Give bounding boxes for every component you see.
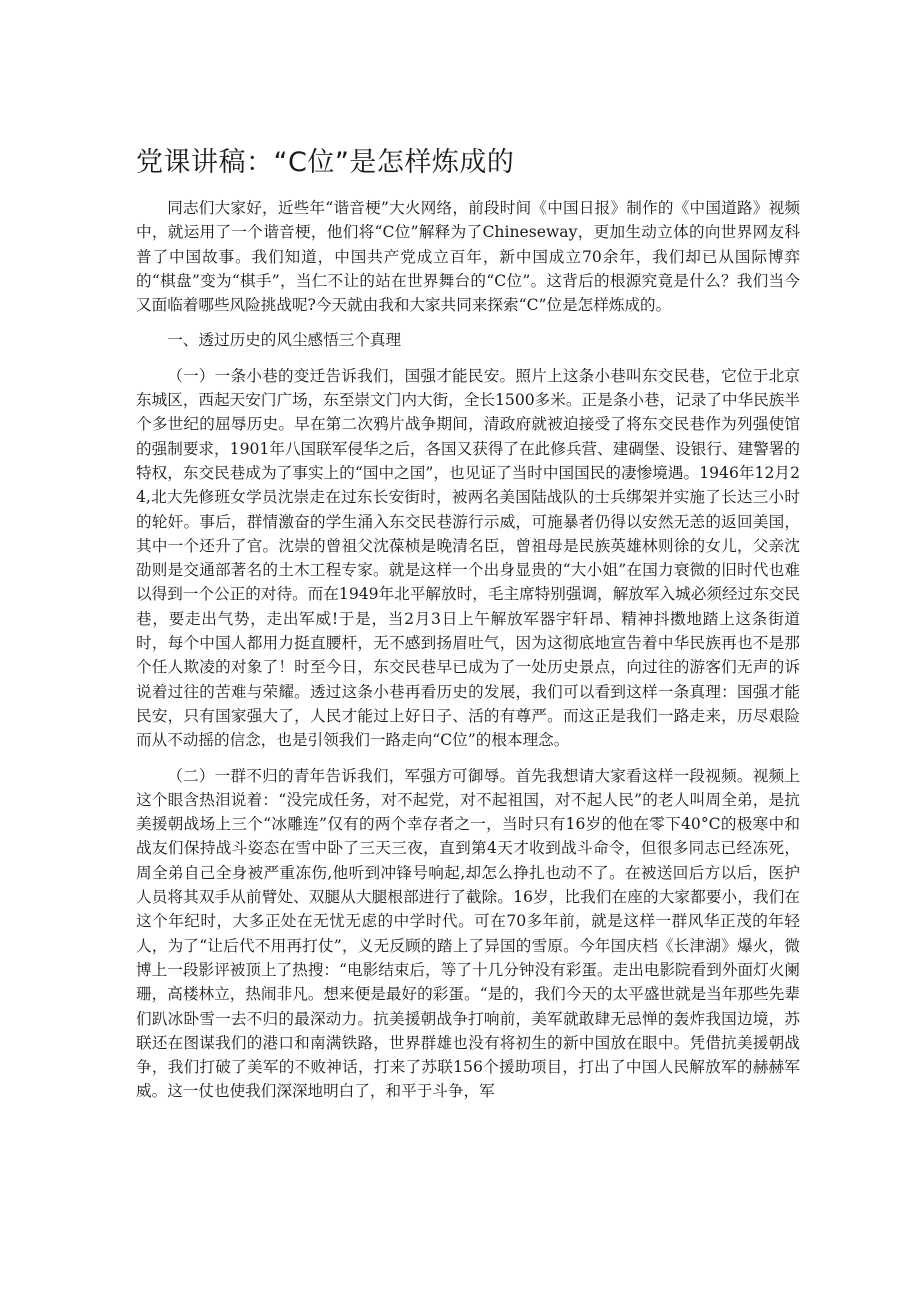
paragraph-one: （一）一条小巷的变迁告诉我们，国强才能民安。照片上这条小巷叫东交民巷，它位于北京东城区，西起天安门广场，东至崇文门内大街，全长1500多米。正是条小巷，记录了中华民族半个多世纪的屈辱历史。早在第二次鸦片战争期间，清政府就被迫接受了将东交民巷作为列强使馆的强制要求，1901年八国联军侵华之后，各国又获得了在此修兵营、建碉堡、设银行、建警署的特权，东交民巷成为了事实上的“国中之国”，也见证了当时中国国民的凄惨境遇。1946年12月24,北大先修班女学员沈崇走在过东长安街时，被两名美国陆战队的士兵绑架并实施了长达三小时的轮奸。事后，群情激奋的学生涌入东交民巷游行示威，可施暴者仍得以安然无恙的返回美国，其中一个还升了官。沈崇的曾祖父沈葆桢是晚清名臣，曾祖母是民族英雄林则徐的女儿，父亲沈劭则是交通部著名的土木工程专家。就是这样一个出身显贵的“大小姐”在国力衰微的旧时代也难以得到一个公正的对待。而在1949年北平解放时，毛主席特别强调，解放军入城必须经过东交民巷，要走出气势，走出军威!于是，当2月3日上午解放军器宇轩昂、精神抖擞地踏上这条街道时，每个中国人都用力挺直腰杆，无不感到扬眉吐气，因为这彻底地宣告着中华民族再也不是那个任人欺凌的对象了！时至今日，东交民巷早已成为了一处历史景点，向过往的游客们无声的诉说着过往的苦难与荣耀。透过这条小巷再看历史的发展，我们可以看到这样一条真理：国强才能民安，只有国家强大了，人民才能过上好日子、活的有尊严。而这正是我们一路走来，历尽艰险而从不动摇的信念，也是引领我们一路走向“C位”的根本理念。 — [136, 366, 800, 750]
paragraph-two: （二）一群不归的青年告诉我们，军强方可御辱。首先我想请大家看这样一段视频。视频上这个眼含热泪说着：“没完成任务，对不起党，对不起祖国，对不起人民”的老人叫周全弟，是抗美援朝战场上三个“冰雕连”仅有的两个幸存者之一，当时只有16岁的他在零下40°C的极寒中和战友们保持战斗姿态在雪中卧了三天三夜，直到第4天才收到战斗命令，但很多同志已经冻死，周全弟自己全身被严重冻伤,他听到冲锋号响起,却怎么挣扎也动不了。在被送回后方以后，医护人员将其双手从前臂处、双腿从大腿根部进行了截除。16岁，比我们在座的大家都要小，我们在这个年纪时，大多正处在无忧无虑的中学时代。可在70多年前，就是这样一群风华正茂的年轻人，为了“让后代不用再打仗”，义无反顾的踏上了异国的雪原。今年国庆档《长津湖》爆火，微博上一段影评被顶上了热搜：“电影结束后，等了十几分钟没有彩蛋。走出电影院看到外面灯火阑珊，高楼林立，热闹非凡。想来便是最好的彩蛋。“是的，我们今天的太平盛世就是当年那些先辈们趴冰卧雪一去不归的最深动力。抗美援朝战争打响前，美军就敢肆无忌惮的轰炸我国边境，苏联还在图谋我们的港口和南满铁路，世界群雄也没有将初生的新中国放在眼中。凭借抗美援朝战争，我们打破了美军的不败神话，打来了苏联156个援助项目，打出了中国人民解放军的赫赫军威。这一仗也使我们深深地明白了，和平于斗争，军 — [136, 766, 800, 1101]
section-heading: 一、透过历史的风尘感悟三个真理 — [167, 331, 402, 350]
page-title: 党课讲稿：“C位”是怎样炼成的 — [136, 147, 515, 178]
intro-paragraph: 同志们大家好，近些年“谐音梗”大火网络，前段时间《中国日报》制作的《中国道路》视频中，就运用了一个谐音梗，他们将“C位”解释为了Chineseway，更加生动立体的向世界网友科普了中国故事。我们知道，中国共产党成立百年，新中国成立70余年，我们却已从国际博弈的“棋盘”变为“棋手”，当仁不让的站在世界舞台的“C位”。这背后的根源究竟是什么？我们当今又面临着哪些风险挑战呢?今天就由我和大家共同来探索“C”位是怎样炼成的。 — [136, 199, 800, 315]
